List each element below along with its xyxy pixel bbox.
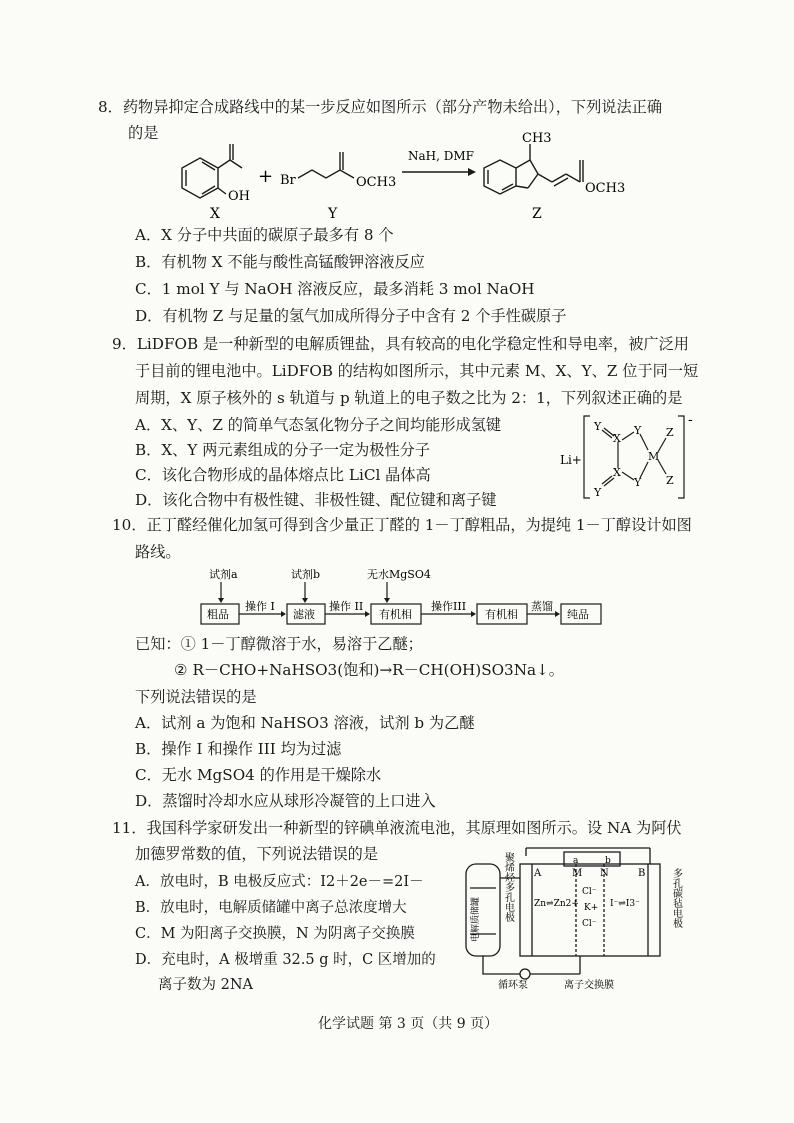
q11-option-d: D．充电时，A 极增重 32.5 g 时，C 区增加的 <box>135 952 436 968</box>
q11-option-a: A．放电时，B 电极反应式：I2＋2e－=2I－ <box>135 874 424 890</box>
atom-z2: Z <box>666 474 674 487</box>
pump-label: 循环泵 <box>498 980 528 991</box>
q10-option-a: A．试剂 a 为饱和 NaHSO3 溶液，试剂 b 为乙醚 <box>135 714 475 732</box>
compound-z <box>484 144 583 194</box>
q11-option-b: B．放电时，电解质储罐中离子总浓度增大 <box>135 900 407 916</box>
op-2: 操作 II <box>329 600 364 613</box>
q8-stem-line1: 8．药物异抑定合成路线中的某一步反应如图所示（部分产物未给出），下列说法正确 <box>98 98 663 116</box>
q9-option-a: A．X、Y、Z 的简单气态氢化物分子之间均能形成氢键 <box>135 416 502 434</box>
op-1: 操作 I <box>245 600 275 613</box>
ion-cl-2: Cl⁻ <box>582 919 597 929</box>
electrode-a: A <box>534 868 542 879</box>
svg-text:多孔碳毡电极: 多孔碳毡电极 <box>670 868 682 928</box>
mgso4-label: 无水MgSO4 <box>367 568 431 581</box>
zinc-iodine-battery-diagram <box>460 842 700 992</box>
op-3: 操作III <box>431 600 467 613</box>
q10-option-b: B．操作 I 和操作 III 均为过滤 <box>135 740 342 758</box>
lidfob-structure <box>560 412 710 502</box>
terminal-a: a <box>573 856 579 866</box>
box-pure: 纯品 <box>567 608 589 621</box>
q10-stem-line2: 路线。 <box>135 543 181 561</box>
q11-stem-line2: 加德罗常数的值，下列说法错误的是 <box>135 845 378 863</box>
q9-option-b: B．X、Y 两元素组成的分子一定为极性分子 <box>135 441 431 459</box>
q11-stem-line1: 11．我国科学家研发出一种新型的锌碘单液流电池，其原理如图所示。设 NA 为阿伏 <box>112 819 682 837</box>
reaction-conditions: NaH, DMF <box>408 149 474 163</box>
left-electrode-label <box>503 852 515 923</box>
atom-x2: X <box>613 466 621 479</box>
atom-y1: Y <box>594 420 602 433</box>
box-organic-1: 有机相 <box>379 608 412 621</box>
q10-stem-line1: 10．正丁醛经催化加氢可得到含少量正丁醛的 1－丁醇粗品，为提纯 1－丁醇设计如图 <box>112 516 692 534</box>
y-och3: OCH3 <box>356 175 397 190</box>
box-filtrate: 滤液 <box>293 608 315 621</box>
plus-sign: + <box>258 166 274 187</box>
li-ion: Li+ <box>560 453 582 467</box>
q8-option-c: C．1 mol Y 与 NaOH 溶液反应，最多消耗 3 mol NaOH <box>135 280 535 298</box>
q9-option-d: D．该化合物中有极性键、非极性键、配位键和离子键 <box>135 491 497 509</box>
q9-stem-line2: 于目前的锂电池中。LiDFOB 的结构如图所示，其中元素 M、X、Y、Z 位于同一短 <box>135 362 699 380</box>
q8-stem-line2: 的是 <box>128 124 159 142</box>
z-ch3: CH3 <box>522 131 552 146</box>
q10-option-c: C．无水 MgSO4 的作用是干燥除水 <box>135 766 382 784</box>
q11-option-c: C．M 为阳离子交换膜，N 为阴离子交换膜 <box>135 926 415 942</box>
tank-label: 电解质储罐 <box>471 896 481 942</box>
svg-text:聚烯烃多孔电极: 聚烯烃多孔电极 <box>502 852 514 922</box>
q9-stem-line3: 周期，X 原子核外的 s 轨道与 p 轨道上的电子数之比为 2：1，下列叙述正确的是 <box>135 389 683 407</box>
q8-option-a: A．X 分子中共面的碳原子最多有 8 个 <box>135 226 394 244</box>
atom-x1: X <box>613 432 621 445</box>
q11-option-d-line2: 离子数为 2NA <box>158 977 253 993</box>
terminal-b: b <box>605 856 611 866</box>
right-electrode-label <box>671 868 683 929</box>
q10-option-d: D．蒸馏时冷却水应从球形冷凝管的上口进入 <box>135 792 436 810</box>
q8-option-d: D．有机物 Z 与足量的氢气加成所得分子中含有 2 个手性碳原子 <box>135 307 567 325</box>
x-oh: OH <box>228 189 250 204</box>
y-label: Y <box>328 206 338 220</box>
membrane-m: M <box>572 868 583 879</box>
q8-reaction-scheme <box>170 130 640 220</box>
atom-m: M <box>648 450 660 463</box>
y-br: Br <box>280 173 296 188</box>
q9-option-c: C．该化合物形成的晶体熔点比 LiCl 晶体高 <box>135 466 431 484</box>
anion-charge: - <box>688 412 693 428</box>
op-4: 蒸馏 <box>531 600 553 613</box>
membrane-n: N <box>600 868 609 879</box>
atom-z1: Z <box>666 426 674 439</box>
ion-k: K+ <box>584 903 599 913</box>
ion-cl-1: Cl⁻ <box>582 887 597 897</box>
z-och3: OCH3 <box>585 181 626 196</box>
q9-stem-line1: 9．LiDFOB 是一种新型的电解质锂盐，具有较高的电化学稳定性和导电率，被广泛用 <box>112 335 689 353</box>
box-crude: 粗品 <box>207 608 229 621</box>
zn-reaction: Zn⇌Zn2+ <box>534 899 579 909</box>
page-footer: 化学试题 第 3 页（共 9 页） <box>318 1016 499 1032</box>
q8-option-b: B．有机物 X 不能与酸性高锰酸钾溶液反应 <box>135 253 425 271</box>
iodine-reaction: I⁻⇌I3⁻ <box>610 899 640 909</box>
box-organic-2: 有机相 <box>485 608 518 621</box>
reagent-b: 试剂b <box>291 568 321 581</box>
q10-known-2: ② R－CHO+NaHSO3(饱和)→R－CH(OH)SO3Na↓。 <box>174 661 564 679</box>
q10-known-1: 已知：① 1－丁醇微溶于水，易溶于乙醚； <box>135 635 423 653</box>
q10-lead: 下列说法错误的是 <box>135 688 257 706</box>
q10-flowchart <box>195 566 615 630</box>
x-label: X <box>210 206 220 220</box>
reagent-a: 试剂a <box>209 568 238 581</box>
atom-y3: Y <box>634 476 642 489</box>
electrode-b: B <box>638 868 646 879</box>
z-label: Z <box>532 206 542 220</box>
atom-y4: Y <box>594 486 602 499</box>
atom-y2: Y <box>634 424 642 437</box>
membrane-label: 离子交换膜 <box>564 980 614 991</box>
compound-y <box>298 152 354 178</box>
